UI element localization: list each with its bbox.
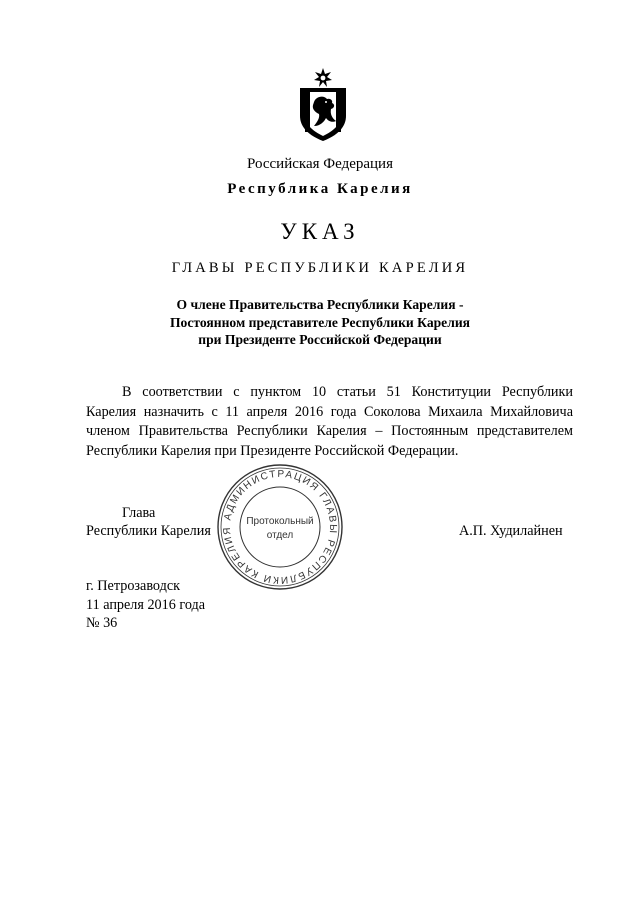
- body-line: Республики Карелия при Президенте Российской Федерации.: [86, 442, 459, 459]
- decree-number: № 36: [86, 615, 118, 631]
- issue-details: [86, 577, 205, 633]
- issue-city: г. Петрозаводск: [86, 578, 181, 594]
- signatory-title-line1: Глава: [122, 505, 156, 521]
- issuer: ГЛАВЫ РЕСПУБЛИКИ КАРЕЛИЯ: [171, 260, 469, 276]
- issue-date: 11 апреля 2016 года: [86, 596, 206, 613]
- title-line: при Президенте Российской Федерации: [198, 332, 442, 347]
- signatory-title-line2: Республики Карелия: [86, 523, 211, 539]
- republic-name: Республика Карелия: [227, 181, 413, 197]
- stamp-ring-text: АДМИНИСТРАЦИЯ ГЛАВЫ РЕСПУБЛИКИ КАРЕЛИЯ: [221, 468, 339, 586]
- body-line: Карелия назначить с 11 апреля 2016 года Соколова Михаила Михайловича: [86, 403, 573, 420]
- title-line: Постоянном представителе Республики Карелия: [169, 314, 471, 330]
- stamp-inner-line2: отдел: [266, 530, 294, 541]
- signatory-name: А.П. Худилайнен: [459, 523, 563, 539]
- stamp-inner-line1: Протокольный: [246, 516, 314, 527]
- decree-body: [86, 383, 573, 461]
- title-line: О члене Правительства Республики Карелия -: [176, 297, 464, 312]
- karelia-coat-of-arms-icon: [296, 66, 350, 142]
- body-line: членом Правительства Республики Карелия – Постоянным представителем: [86, 423, 573, 439]
- country-name: Российская Федерация: [247, 156, 393, 172]
- official-stamp: [215, 462, 345, 592]
- body-line: В соответствии с пунктом 10 статьи 51 Конституции Республики: [122, 384, 573, 400]
- document-type: УКАЗ: [280, 219, 360, 244]
- document-title: [0, 296, 640, 349]
